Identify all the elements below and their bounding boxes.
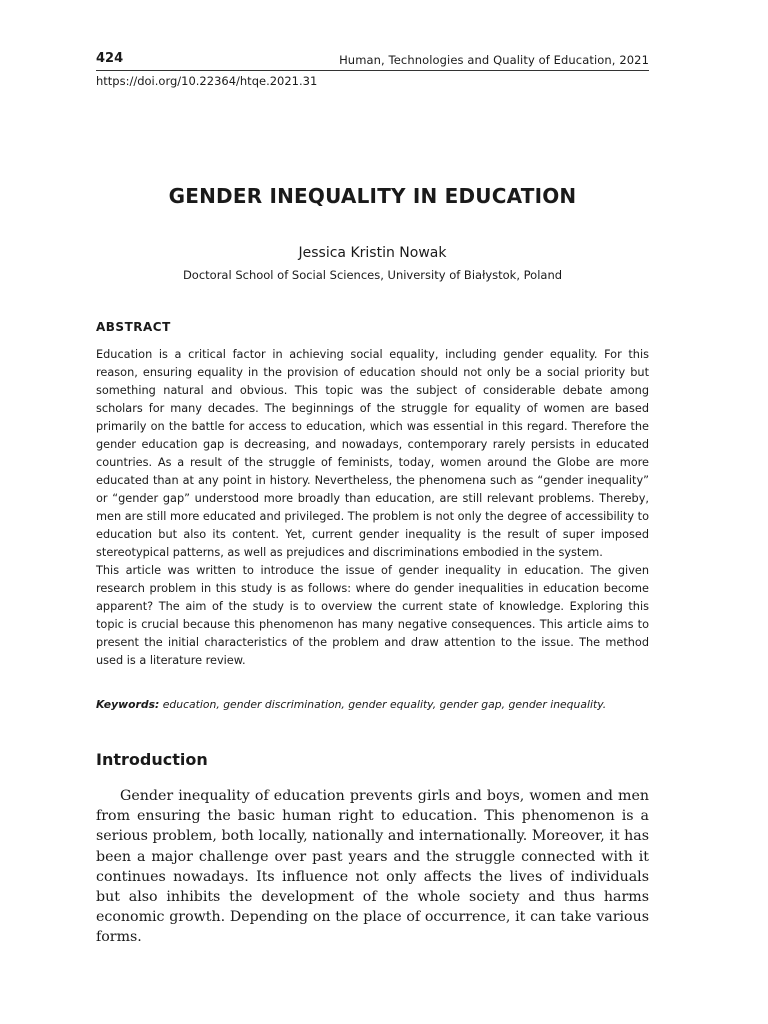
running-header	[96, 50, 649, 71]
abstract-paragraph: This article was written to introduce the issue of gender inequality in education. The given research problem in this study is as follows: where do gender inequalities in education become apparent? The aim of the study is to overview the current state of knowledge. Exploring this topic is crucial because this phenomenon has many negative consequences. This article aims to present the initial characteristics of the problem and draw attention to the issue. The method used is a literature review.	[96, 564, 649, 667]
journal-title: Human, Technologies and Quality of Education, 2021	[339, 53, 649, 67]
keywords-label: Keywords:	[96, 698, 160, 711]
introduction-heading: Introduction	[96, 750, 208, 769]
keywords-text: education, gender discrimination, gender equality, gender gap, gender inequality.	[162, 698, 607, 711]
introduction-paragraph: Gender inequality of education prevents girls and boys, women and men from ensuring the basic human right to education. This phenomenon is a serious problem, both locally, nationally and internationally. Moreover, it has been a major challenge over past years and the struggle connected with it continues nowadays. Its influence not only affects the lives of individuals but also inhibits the development of the whole society and thus harms economic growth. Depending on the place of occurrence, it can take various forms.	[96, 788, 649, 946]
author-affiliation: Doctoral School of Social Sciences, University of Białystok, Poland	[182, 268, 563, 282]
page-number: 424	[96, 51, 124, 66]
article-title: GENDER INEQUALITY IN EDUCATION	[168, 184, 577, 208]
abstract-heading: ABSTRACT	[96, 320, 171, 334]
author-name: Jessica Kristin Nowak	[298, 245, 447, 261]
abstract-body	[96, 346, 649, 670]
keywords-line	[96, 698, 649, 711]
abstract-paragraph: Education is a critical factor in achieving social equality, including gender equality. For this reason, ensuring equality in the provision of education should not only be a social priority but something natural and obvious. This topic was the subject of considerable debate among scholars for many decades. The beginnings of the struggle for equality of women are based primarily on the battle for access to education, which was essential in this regard. Therefore the gender education gap is decreasing, and nowadays, contemporary rarely persists in educated countries. As a result of the struggle of feminists, today, women around the Globe are more educated than at any point in history. Nevertheless, the phenomena such as “gender inequality” or “gender gap” understood more broadly than education, are still relevant problems. Thereby, men are still more educated and privileged. The problem is not only the degree of accessibility to education but also its content. Yet, current gender inequality is the result of super imposed stereotypical patterns, as well as prejudices and discriminations embodied in the system.	[96, 348, 649, 559]
doi-link[interactable]: https://doi.org/10.22364/htqe.2021.31	[96, 74, 318, 88]
